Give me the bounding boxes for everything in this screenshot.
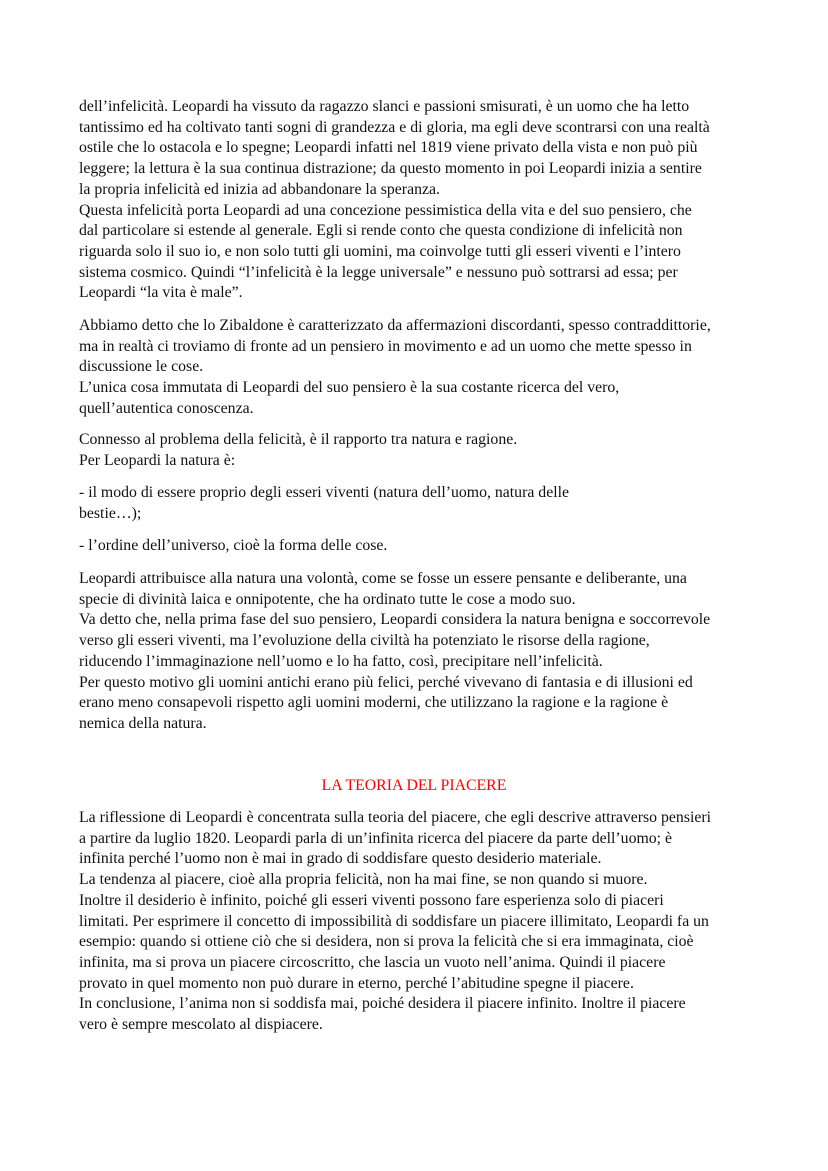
text-line: sistema cosmico. Quindi “l’infelicità è la legge universale” e nessuno può sottrarsi ad essa; per — [79, 263, 678, 281]
text-line: discussione le cose. — [79, 358, 204, 376]
text-line: erano meno consapevoli rispetto agli uomini moderni, che utilizzano la ragione e la ragione è — [79, 694, 669, 712]
text-line: a partire da luglio 1820. Leopardi parla di un’infinita ricerca del piacere da parte dell’uomo; è — [79, 829, 673, 847]
text-line: La tendenza al piacere, cioè alla propria felicità, non ha mai fine, se non quando si muore. — [79, 871, 648, 889]
text-line: bestie…); — [79, 504, 142, 522]
text-line: quell’autentica conoscenza. — [79, 399, 254, 417]
text-line: infinita, ma si prova un piacere circoscritto, che lascia un vuoto nell’anima. Quindi il piacere — [79, 953, 666, 971]
text-line: Leopardi “la vita è male”. — [79, 284, 243, 302]
text-line: provato in quel momento non può durare in eterno, perché l’abitudine spegne il piacere. — [79, 974, 634, 992]
text-line: dal particolare si estende al generale. Egli si rende conto che questa condizione di infelicità non — [79, 222, 683, 240]
text-line: ostile che lo ostacola e lo spegne; Leopardi infatti nel 1819 viene privato della vista e non può più — [79, 139, 698, 157]
text-line: La riflessione di Leopardi è concentrata sulla teoria del piacere, che egli descrive attraverso pensieri — [79, 809, 712, 826]
text-line: Inoltre il desiderio è infinito, poiché gli esseri viventi possono fare esperienza solo di piaceri — [79, 891, 664, 909]
text-line: tantissimo ed ha coltivato tanti sogni di grandezza e di gloria, ma egli deve scontrarsi con una realtà — [79, 118, 710, 136]
section-heading: LA TEORIA DEL PIACERE — [321, 777, 507, 794]
paragraph-teoria-piacere — [79, 808, 759, 1036]
paragraph-volonta-natura — [79, 569, 759, 735]
text-line: ma in realtà ci troviamo di fronte ad un pensiero in movimento e ad un uomo che mette spesso in — [79, 337, 692, 355]
text-line: Va detto che, nella prima fase del suo pensiero, Leopardi considera la natura benigna e soccorrevole — [79, 611, 711, 629]
text-line: la propria infelicità ed inizia ad abbandonare la speranza. — [79, 180, 440, 198]
text-line: dell’infelicità. Leopardi ha vissuto da ragazzo slanci e passioni smisurati, è un uomo che ha letto — [79, 98, 690, 115]
text-line: L’unica cosa immutata di Leopardi del suo pensiero è la sua costante ricerca del vero, — [79, 379, 620, 397]
text-line: Abbiamo detto che lo Zibaldone è caratterizzato da affermazioni discordanti, spesso contraddittorie, — [79, 317, 711, 334]
text-line: leggere; la lettura è la sua continua distrazione; da questo momento in poi Leopardi inizia a sentire — [79, 160, 702, 178]
text-line: esempio: quando si ottiene ciò che si desidera, non si prova la felicità che si era immaginata, cioè — [79, 933, 694, 951]
text-line: limitati. Per esprimere il concetto di impossibilità di soddisfare un piacere illimitato, Leopardi fa un — [79, 912, 709, 930]
text-line: vero è sempre mescolato al dispiacere. — [79, 1016, 323, 1034]
text-line: Per Leopardi la natura è: — [79, 451, 236, 469]
text-line: Questa infelicità porta Leopardi ad una concezione pessimistica della vita e del suo pensiero, che — [79, 201, 692, 219]
text-line: In conclusione, l’anima non si soddisfa mai, poiché desidera il piacere infinito. Inoltre il piacere — [79, 995, 686, 1013]
text-line: verso gli esseri viventi, ma l’evoluzione della civiltà ha potenziato le risorse della ragione, — [79, 632, 650, 650]
paragraph-natura-ragione — [79, 430, 759, 471]
list-item-natura-1 — [79, 483, 759, 524]
paragraph-infelicita — [79, 97, 759, 304]
list-item-natura-2 — [79, 536, 759, 557]
text-line: nemica della natura. — [79, 714, 207, 732]
text-line: Connesso al problema della felicità, è il rapporto tra natura e ragione. — [79, 431, 518, 448]
text-line: Per questo motivo gli uomini antichi erano più felici, perché vivevano di fantasia e di illusioni ed — [79, 673, 693, 691]
text-line: Leopardi attribuisce alla natura una volontà, come se fosse un essere pensante e deliberante, una — [79, 570, 687, 587]
text-line: infinita perché l’uomo non è mai in grado di soddisfare questo desiderio materiale. — [79, 850, 602, 868]
text-line: riguarda solo il suo io, e non solo tutti gli uomini, ma coinvolge tutti gli esseri viventi e l’intero — [79, 242, 681, 260]
paragraph-zibaldone — [79, 316, 759, 420]
text-line: riducendo l’immaginazione nell’uomo e lo ha fatto, così, precipitare nell’infelicità. — [79, 652, 603, 670]
text-line: - l’ordine dell’universo, cioè la forma delle cose. — [79, 537, 388, 554]
text-line: specie di divinità laica e onnipotente, che ha ordinato tutte le cose a modo suo. — [79, 590, 576, 608]
text-line: - il modo di essere proprio degli esseri viventi (natura dell’uomo, natura delle — [79, 484, 569, 501]
